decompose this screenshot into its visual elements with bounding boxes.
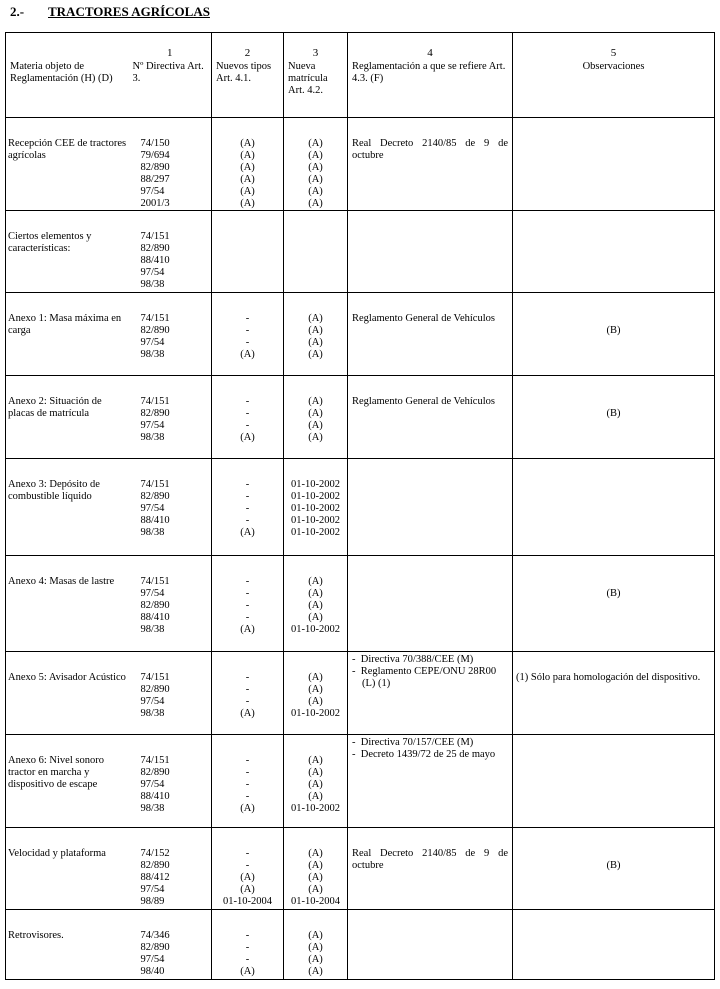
materia-cell bbox=[6, 459, 129, 556]
nueva-matricula-value: (A) bbox=[308, 420, 323, 431]
nueva-matricula-value: (A) bbox=[308, 930, 323, 941]
directiva-value: 98/38 bbox=[140, 624, 165, 635]
directiva-value: 88/412 bbox=[140, 872, 170, 883]
nuevos-tipos-value: - bbox=[245, 942, 250, 953]
directiva-value: 97/54 bbox=[140, 503, 165, 514]
nueva-matricula-value: (A) bbox=[308, 313, 323, 324]
materia-text: Anexo 6: Nivel sonoro tractor en marcha y dispositivo de escape bbox=[8, 755, 104, 790]
directiva-value: 74/151 bbox=[140, 576, 170, 587]
directiva-value: 82/890 bbox=[140, 162, 170, 173]
directiva-value: 74/151 bbox=[140, 231, 170, 242]
materia-text: Anexo 5: Avisador Acústico bbox=[8, 672, 126, 683]
nuevos-tipos-value: - bbox=[245, 515, 250, 526]
nueva-matricula-value: 01-10-2002 bbox=[291, 708, 340, 719]
nueva-matricula-value: 01-10-2002 bbox=[291, 515, 340, 526]
directiva-cell bbox=[129, 118, 212, 211]
nuevos-tipos-value: (A) bbox=[240, 186, 255, 197]
nueva-matricula-cell bbox=[284, 735, 348, 828]
directiva-value: 98/38 bbox=[140, 349, 165, 360]
nuevos-tipos-value: - bbox=[245, 684, 250, 695]
nueva-matricula-cell bbox=[284, 211, 348, 293]
nuevos-tipos-value: (A) bbox=[240, 349, 255, 360]
nueva-matricula-value: (A) bbox=[308, 408, 323, 419]
nuevos-tipos-cell bbox=[212, 459, 284, 556]
nuevos-tipos-cell bbox=[212, 118, 284, 211]
directiva-value: 74/151 bbox=[140, 396, 170, 407]
header-num-1: 1 bbox=[129, 33, 212, 62]
nueva-matricula-value: (A) bbox=[308, 576, 323, 587]
directiva-value: 82/890 bbox=[140, 860, 170, 871]
directiva-value: 74/346 bbox=[140, 930, 170, 941]
nuevos-tipos-value: - bbox=[245, 848, 250, 859]
directiva-value: 88/410 bbox=[140, 791, 170, 802]
directiva-value: 88/297 bbox=[140, 174, 170, 185]
observaciones-text: (B) bbox=[606, 588, 621, 599]
reglamentacion-cell bbox=[348, 293, 513, 376]
header-num-3: 3 bbox=[284, 33, 348, 62]
directiva-value: 88/410 bbox=[140, 612, 170, 623]
directiva-value: 98/38 bbox=[140, 527, 165, 538]
nuevos-tipos-value: (A) bbox=[240, 432, 255, 443]
section-title: TRACTORES AGRÍCOLAS bbox=[48, 4, 210, 19]
observaciones-text: (B) bbox=[606, 325, 621, 336]
reglamentacion-text: Real Decreto 2140/85 de 9 de octubre bbox=[352, 138, 508, 161]
reglamentacion-item: - Decreto 1439/72 de 25 de mayo bbox=[352, 749, 496, 760]
directiva-cell bbox=[129, 459, 212, 556]
header-observaciones: Observaciones bbox=[513, 61, 715, 118]
nuevos-tipos-value: (A) bbox=[240, 708, 255, 719]
directiva-value: 98/40 bbox=[140, 966, 165, 977]
materia-cell bbox=[6, 118, 129, 211]
table-row bbox=[6, 652, 715, 735]
reglamentacion-cell bbox=[348, 910, 513, 980]
reglamentacion-text: Reglamento General de Vehículos bbox=[352, 313, 495, 324]
materia-cell bbox=[6, 376, 129, 459]
directiva-value: 74/151 bbox=[140, 755, 170, 766]
nuevos-tipos-value: - bbox=[245, 408, 250, 419]
nuevos-tipos-value: - bbox=[245, 767, 250, 778]
reglamentacion-text: Reglamento General de Vehículos bbox=[352, 396, 495, 407]
nuevos-tipos-value: (A) bbox=[240, 803, 255, 814]
nuevos-tipos-value: - bbox=[245, 612, 250, 623]
header-nuevos-tipos: Nuevos tipos Art. 4.1. bbox=[212, 61, 284, 118]
nuevos-tipos-value: - bbox=[245, 479, 250, 490]
reglamentacion-cell bbox=[348, 118, 513, 211]
directiva-value: 97/54 bbox=[140, 884, 165, 895]
reglamentacion-item: - Reglamento CEPE/ONU 28R00 (L) (1) bbox=[352, 666, 497, 689]
directiva-value: 74/151 bbox=[140, 479, 170, 490]
nuevos-tipos-value: - bbox=[245, 600, 250, 611]
directiva-value: 74/152 bbox=[140, 848, 170, 859]
directiva-value: 82/890 bbox=[140, 684, 170, 695]
directiva-value: 98/38 bbox=[140, 803, 165, 814]
table-row bbox=[6, 556, 715, 652]
table-row bbox=[6, 211, 715, 293]
materia-text: Anexo 3: Depósito de combustible líquido bbox=[8, 479, 100, 502]
directiva-cell bbox=[129, 828, 212, 910]
nuevos-tipos-value: (A) bbox=[240, 174, 255, 185]
directiva-value: 97/54 bbox=[140, 954, 165, 965]
materia-text: Ciertos elementos y características: bbox=[8, 231, 92, 254]
nuevos-tipos-value: (A) bbox=[240, 198, 255, 209]
nueva-matricula-value: (A) bbox=[308, 848, 323, 859]
observaciones-cell bbox=[513, 556, 715, 652]
reglamentacion-cell bbox=[348, 828, 513, 910]
nueva-matricula-value: (A) bbox=[308, 860, 323, 871]
materia-text: Anexo 4: Masas de lastre bbox=[8, 576, 115, 587]
directiva-value: 82/890 bbox=[140, 408, 170, 419]
nueva-matricula-value: 01-10-2002 bbox=[291, 803, 340, 814]
reglamentacion-cell bbox=[348, 652, 513, 735]
nuevos-tipos-value: (A) bbox=[240, 527, 255, 538]
directiva-value: 98/38 bbox=[140, 279, 165, 290]
directiva-value: 88/410 bbox=[140, 255, 170, 266]
nueva-matricula-value: (A) bbox=[308, 138, 323, 149]
table-row bbox=[6, 376, 715, 459]
nuevos-tipos-value: - bbox=[245, 420, 250, 431]
reglamentacion-cell bbox=[348, 735, 513, 828]
observaciones-cell bbox=[513, 828, 715, 910]
regulation-table bbox=[5, 32, 714, 985]
nueva-matricula-value: (A) bbox=[308, 755, 323, 766]
nueva-matricula-value: (A) bbox=[308, 696, 323, 707]
page-title bbox=[10, 4, 210, 20]
directiva-value: 98/89 bbox=[140, 896, 165, 907]
table-row bbox=[6, 828, 715, 910]
nuevos-tipos-value: - bbox=[245, 576, 250, 587]
directiva-cell bbox=[129, 735, 212, 828]
materia-text: Anexo 2: Situación de placas de matrícula bbox=[8, 396, 102, 419]
section-number: 2.- bbox=[10, 4, 25, 19]
nuevos-tipos-cell bbox=[212, 556, 284, 652]
nueva-matricula-value: (A) bbox=[308, 162, 323, 173]
nueva-matricula-value: (A) bbox=[308, 325, 323, 336]
nueva-matricula-value: (A) bbox=[308, 684, 323, 695]
nueva-matricula-cell bbox=[284, 118, 348, 211]
directiva-value: 97/54 bbox=[140, 588, 165, 599]
directiva-cell bbox=[129, 293, 212, 376]
nueva-matricula-value: 01-10-2002 bbox=[291, 624, 340, 635]
nueva-matricula-value: 01-10-2002 bbox=[291, 479, 340, 490]
nueva-matricula-value: (A) bbox=[308, 942, 323, 953]
nueva-matricula-value: (A) bbox=[308, 872, 323, 883]
table-row bbox=[6, 910, 715, 980]
nueva-matricula-cell bbox=[284, 910, 348, 980]
header-directiva: Nº Directiva Art. 3. bbox=[129, 61, 212, 118]
nuevos-tipos-value: - bbox=[245, 930, 250, 941]
table-row bbox=[6, 118, 715, 211]
header-num-2: 2 bbox=[212, 33, 284, 62]
materia-text: Anexo 1: Masa máxima en carga bbox=[8, 313, 122, 336]
nueva-matricula-cell bbox=[284, 376, 348, 459]
directiva-value: 97/54 bbox=[140, 696, 165, 707]
nueva-matricula-value: (A) bbox=[308, 198, 323, 209]
directiva-value: 82/890 bbox=[140, 600, 170, 611]
nueva-matricula-value: (A) bbox=[308, 779, 323, 790]
observaciones-cell bbox=[513, 910, 715, 980]
nuevos-tipos-value: - bbox=[245, 696, 250, 707]
table-row bbox=[6, 459, 715, 556]
header-number-row bbox=[6, 33, 715, 62]
nueva-matricula-value: (A) bbox=[308, 349, 323, 360]
directiva-value: 2001/3 bbox=[140, 198, 170, 209]
nuevos-tipos-cell bbox=[212, 293, 284, 376]
directiva-value: 82/890 bbox=[140, 325, 170, 336]
nuevos-tipos-value: (A) bbox=[240, 884, 255, 895]
reglamentacion-cell bbox=[348, 556, 513, 652]
observaciones-cell bbox=[513, 652, 715, 735]
nuevos-tipos-value: - bbox=[245, 396, 250, 407]
nuevos-tipos-value: (A) bbox=[240, 624, 255, 635]
nuevos-tipos-value: (A) bbox=[240, 162, 255, 173]
reglamentacion-cell bbox=[348, 459, 513, 556]
nuevos-tipos-value: (A) bbox=[240, 872, 255, 883]
reglamentacion-text: Real Decreto 2140/85 de 9 de octubre bbox=[352, 848, 508, 871]
header-num-4: 4 bbox=[348, 33, 513, 62]
header-num-empty bbox=[6, 33, 129, 62]
materia-cell bbox=[6, 910, 129, 980]
nuevos-tipos-value: - bbox=[245, 954, 250, 965]
observaciones-cell bbox=[513, 735, 715, 828]
nuevos-tipos-value: - bbox=[245, 337, 250, 348]
nuevos-tipos-value: (A) bbox=[240, 150, 255, 161]
nuevos-tipos-value: - bbox=[245, 779, 250, 790]
directiva-value: 88/410 bbox=[140, 515, 170, 526]
nueva-matricula-value: 01-10-2002 bbox=[291, 503, 340, 514]
nueva-matricula-value: (A) bbox=[308, 150, 323, 161]
directiva-cell bbox=[129, 652, 212, 735]
materia-cell bbox=[6, 652, 129, 735]
nueva-matricula-value: (A) bbox=[308, 588, 323, 599]
observaciones-text: (1) Sólo para homologación del dispositivo. bbox=[516, 672, 701, 683]
nueva-matricula-value: (A) bbox=[308, 767, 323, 778]
nuevos-tipos-cell bbox=[212, 910, 284, 980]
directiva-value: 97/54 bbox=[140, 267, 165, 278]
directiva-cell bbox=[129, 910, 212, 980]
header-nueva-matricula: Nueva matrícula Art. 4.2. bbox=[284, 61, 348, 118]
directiva-value: 97/54 bbox=[140, 779, 165, 790]
nueva-matricula-value: 01-10-2004 bbox=[291, 896, 340, 907]
reglamentacion-item: - Directiva 70/157/CEE (M) bbox=[352, 737, 474, 748]
nuevos-tipos-value: (A) bbox=[240, 966, 255, 977]
nuevos-tipos-cell bbox=[212, 828, 284, 910]
materia-text: Retrovisores. bbox=[8, 930, 64, 941]
nueva-matricula-cell bbox=[284, 556, 348, 652]
observaciones-cell bbox=[513, 293, 715, 376]
reglamentacion-cell bbox=[348, 376, 513, 459]
directiva-value: 82/890 bbox=[140, 767, 170, 778]
nueva-matricula-value: (A) bbox=[308, 600, 323, 611]
nuevos-tipos-value: (A) bbox=[240, 138, 255, 149]
nueva-matricula-cell bbox=[284, 652, 348, 735]
nuevos-tipos-cell bbox=[212, 652, 284, 735]
nuevos-tipos-cell bbox=[212, 376, 284, 459]
header-materia: Materia objeto de Reglamentación (H) (D) bbox=[6, 61, 129, 118]
nueva-matricula-cell bbox=[284, 293, 348, 376]
nueva-matricula-value: (A) bbox=[308, 791, 323, 802]
directiva-value: 74/151 bbox=[140, 672, 170, 683]
directiva-value: 82/890 bbox=[140, 243, 170, 254]
nueva-matricula-value: (A) bbox=[308, 612, 323, 623]
nueva-matricula-value: (A) bbox=[308, 432, 323, 443]
table-row bbox=[6, 293, 715, 376]
directiva-value: 97/54 bbox=[140, 337, 165, 348]
header-num-5: 5 bbox=[513, 33, 715, 62]
observaciones-text: (B) bbox=[606, 408, 621, 419]
nueva-matricula-value: (A) bbox=[308, 186, 323, 197]
materia-cell bbox=[6, 735, 129, 828]
directiva-value: 74/150 bbox=[140, 138, 170, 149]
directiva-value: 79/694 bbox=[140, 150, 170, 161]
nuevos-tipos-value: 01-10-2004 bbox=[223, 896, 272, 907]
nueva-matricula-cell bbox=[284, 828, 348, 910]
nueva-matricula-value: (A) bbox=[308, 954, 323, 965]
nueva-matricula-value: (A) bbox=[308, 174, 323, 185]
nuevos-tipos-value: - bbox=[245, 503, 250, 514]
nuevos-tipos-value: - bbox=[245, 672, 250, 683]
nueva-matricula-value: (A) bbox=[308, 966, 323, 977]
nuevos-tipos-value: - bbox=[245, 860, 250, 871]
directiva-value: 97/54 bbox=[140, 186, 165, 197]
header-label-row bbox=[6, 61, 715, 118]
nueva-matricula-value: 01-10-2002 bbox=[291, 527, 340, 538]
materia-text: Velocidad y plataforma bbox=[8, 848, 106, 859]
directiva-value: 98/38 bbox=[140, 708, 165, 719]
directiva-value: 82/890 bbox=[140, 491, 170, 502]
nuevos-tipos-value: - bbox=[245, 325, 250, 336]
nueva-matricula-value: (A) bbox=[308, 337, 323, 348]
observaciones-cell bbox=[513, 118, 715, 211]
directiva-cell bbox=[129, 376, 212, 459]
observaciones-cell bbox=[513, 459, 715, 556]
directiva-value: 82/890 bbox=[140, 942, 170, 953]
nueva-matricula-value: 01-10-2002 bbox=[291, 491, 340, 502]
nueva-matricula-value: (A) bbox=[308, 672, 323, 683]
nuevos-tipos-value: - bbox=[245, 755, 250, 766]
directiva-cell bbox=[129, 556, 212, 652]
directiva-value: 98/38 bbox=[140, 432, 165, 443]
header-reglamentacion: Reglamentación a que se refiere Art. 4.3. (F) bbox=[348, 61, 513, 118]
reglamentacion-item: - Directiva 70/388/CEE (M) bbox=[352, 654, 474, 665]
directiva-value: 74/151 bbox=[140, 313, 170, 324]
materia-cell bbox=[6, 556, 129, 652]
nuevos-tipos-cell bbox=[212, 211, 284, 293]
nueva-matricula-value: (A) bbox=[308, 884, 323, 895]
directiva-value: 97/54 bbox=[140, 420, 165, 431]
directiva-cell bbox=[129, 211, 212, 293]
nuevos-tipos-value: - bbox=[245, 588, 250, 599]
observaciones-cell bbox=[513, 376, 715, 459]
materia-cell bbox=[6, 293, 129, 376]
materia-cell bbox=[6, 211, 129, 293]
table-row bbox=[6, 735, 715, 828]
materia-text: Recepción CEE de tractores agrícolas bbox=[8, 138, 127, 161]
nuevos-tipos-value: - bbox=[245, 313, 250, 324]
observaciones-text: (B) bbox=[606, 860, 621, 871]
nueva-matricula-value: (A) bbox=[308, 396, 323, 407]
materia-cell bbox=[6, 828, 129, 910]
nuevos-tipos-value: - bbox=[245, 791, 250, 802]
nuevos-tipos-cell bbox=[212, 735, 284, 828]
nuevos-tipos-value: - bbox=[245, 491, 250, 502]
nueva-matricula-cell bbox=[284, 459, 348, 556]
observaciones-cell bbox=[513, 211, 715, 293]
reglamentacion-cell bbox=[348, 211, 513, 293]
